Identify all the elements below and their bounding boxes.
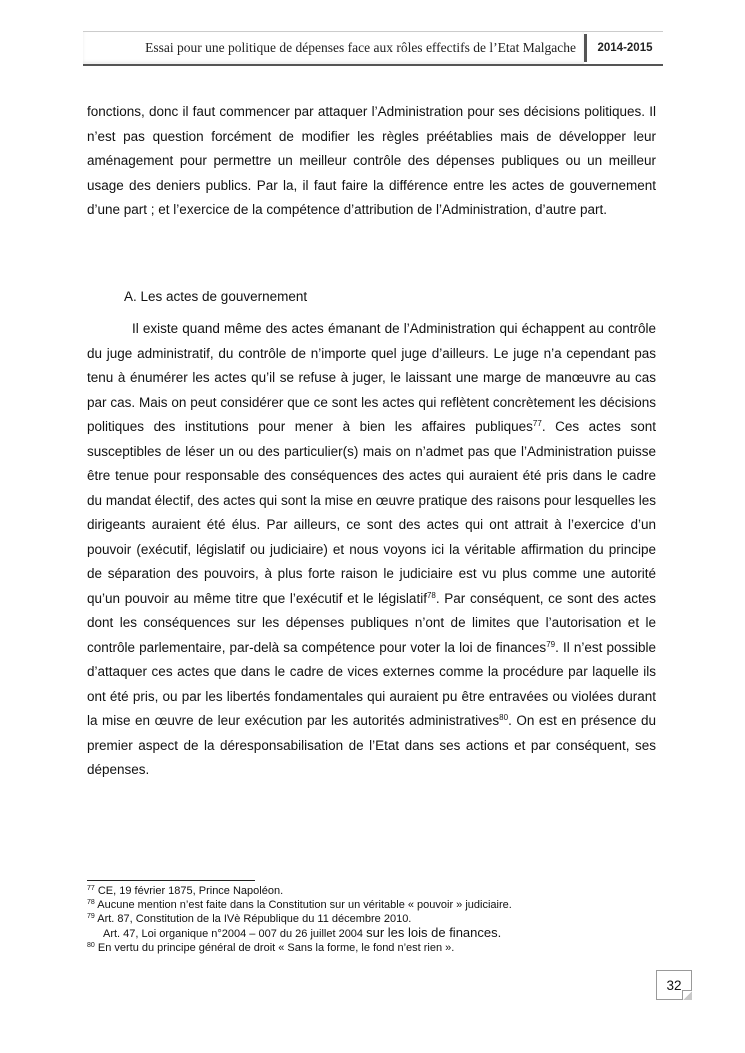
footnote-79 [87,912,657,926]
footnote-number: 77 [87,885,95,892]
paragraph-text-1: Il existe quand même des actes émanant de l’Administration qui échappent au contrôle du juge administratif, du contrôle de n’importe quel juge d’ailleurs. Le juge n’a cependant pas tenu à énumérer les actes qu’il se refuse à juger, le laissant une marge de manœuvre au cas par cas. Mais on peut considérer que ce sont les actes qui reflètent concrètement les décisions politiques des institutions pour mener à bien les affaires publiques [87,321,656,434]
footnote-78 [87,898,657,912]
paragraph-text-4: . Il n’est possible d’attaquer ces actes que dans le cadre de vices externes comme la procédure par laquelle ils ont été pris, ou par les libertés fondamentales qui auraient pu être entravées ou violées durant la mise en œuvre de leur exécution par les autorités administratives [87,639,656,728]
paragraph-text-3: . Par conséquent, ce sont des actes dont les conséquences sur les dépenses publiques n’ont de limites que l’autorisation et le contrôle parlementaire, par-delà sa compétence pour voter la loi de finances [87,590,656,655]
page-number-box [656,970,692,1000]
section-heading: A. Les actes de gouvernement [124,289,308,304]
footnote-77 [87,884,657,898]
paragraph-actes [87,317,656,783]
footnote-text: Aucune mention n’est faite dans la Constitution sur un véritable « pouvoir » judiciaire. [97,899,512,911]
footnote-ref-78[interactable]: 78 [426,590,436,600]
footnote-text: Art. 47, Loi organique n°2004 – 007 du 26 juillet 2004 [103,928,367,940]
footnote-number: 79 [87,913,95,920]
page-number: 32 [666,977,682,993]
paragraph-intro: fonctions, donc il faut commencer par attaquer l’Administration pour ses décisions politiques. Il n’est pas question forcément de modifier les règles préétablies mais de développer leur aménagement pour permettre un meilleur contrôle des dépenses publiques ou un meilleur usage des deniers publics. Par la, il faut faire la différence entre les actes de gouvernement d’une part ; et l’exercice de la compétence d’attribution de l’Administration, d’autre part. [87,104,656,217]
running-header [83,31,663,66]
footnote-number: 78 [87,899,95,906]
footnote-ref-77[interactable]: 77 [532,419,542,428]
footnote-80 [87,941,657,955]
header-year: 2014-2015 [597,42,653,54]
footnotes [87,884,657,955]
footnote-text: CE, 19 février 1875, Prince Napoléon. [97,885,284,897]
footnote-text: Art. 87, Constitution de la IVè République du 11 décembre 2010. [97,913,412,925]
header-title: Essai pour une politique de dépenses face aux rôles effectifs de l’Etat Malgache [83,32,584,64]
paragraph-text-2: . Ces actes sont susceptibles de léser un ou des particulier(s) mais on n’admet pas que l’Administration puisse être tenue pour responsable des conséquences des actes qui auraient été pris dans le cadre du mandat électif, des actes qui sont la mise en œuvre pratique des raisons pour lesquelles les dirigeants auraient été élus. Par ailleurs, ce sont des actes qui ont attrait à l’exercice d’un pouvoir (exécutif, législatif ou judiciaire) et nous voyons ici la véritable affirmation du principe de séparation des pouvoirs, à plus forte raison le judiciaire est vu plus comme une autorité qu’un pouvoir au même titre que l’exécutif et le législatif [87,419,656,606]
footnote-ref-79[interactable]: 79 [546,639,556,649]
footnote-text-tail: sur les lois de finances. [366,925,502,940]
footnote-ref-80[interactable]: 80 [499,713,509,722]
footnote-divider [87,880,255,881]
footnote-79-continuation [103,926,657,941]
paragraph-text-5: . On est en présence du premier aspect de la déresponsabilisation de l’Etat dans ses actions et par conséquent, ses dépenses. [87,713,657,777]
footnote-text: En vertu du principe général de droit « Sans la forme, le fond n’est rien ». [97,942,455,954]
footnote-number: 80 [87,942,95,949]
page-curl-decoration [682,990,692,1000]
